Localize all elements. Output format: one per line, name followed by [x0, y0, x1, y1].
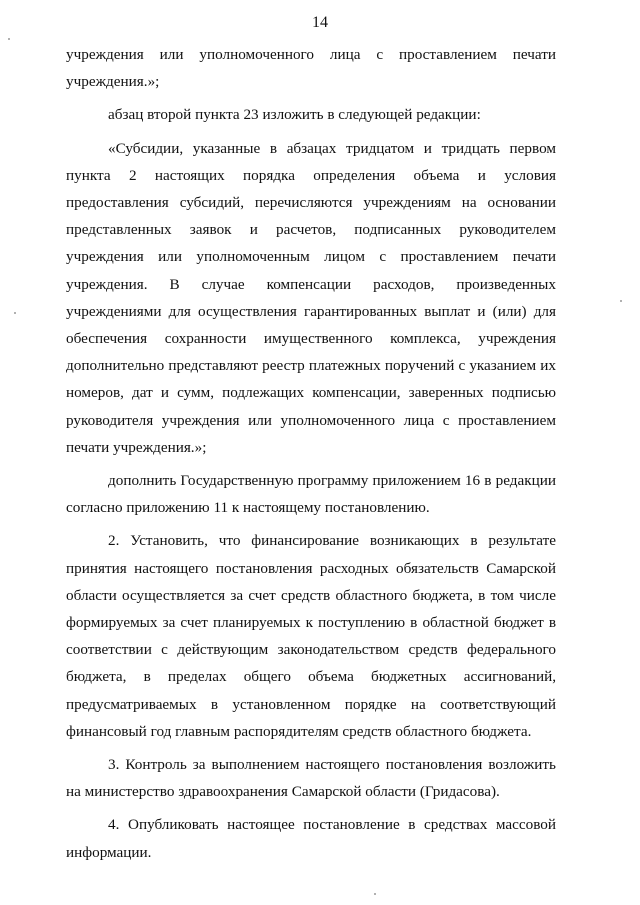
text-line: учреждениями для осуществления гарантированных выплат и (или) для — [66, 302, 556, 320]
text-line: формируемых за счет планируемых к поступлению в областной бюджет в — [66, 614, 556, 632]
text-line: дополнить Государственную программу приложением 16 в редакции — [108, 472, 556, 490]
text-line: финансовый год главным распорядителям средств областного бюджета. — [66, 722, 532, 740]
text-line: области осуществляется за счет средств областного бюджета, в том числе — [66, 586, 556, 604]
text-line: согласно приложению 11 к настоящему постановлению. — [66, 499, 430, 517]
text-line: пункта 2 настоящих порядка определения объема и условия — [66, 166, 556, 184]
text-line: 2. Установить, что финансирование возникающих в результате — [108, 532, 556, 550]
text-line: 4. Опубликовать настоящее постановление в средствах массовой — [108, 816, 556, 834]
text-line: печати учреждения.»; — [66, 438, 207, 456]
text-line: «Субсидии, указанные в абзацах тридцатом и тридцать первом — [108, 139, 556, 157]
text-line: на министерство здравоохранения Самарской области (Гридасова). — [66, 783, 500, 801]
text-line: номеров, дат и сумм, подлежащих компенсации, заверенных подписью — [66, 384, 556, 402]
text-line: соответствии с действующим законодательством средств федерального — [66, 641, 556, 659]
scan-speck — [14, 312, 16, 314]
text-line: информации. — [66, 843, 152, 861]
text-line: обеспечения сохранности имущественного комплекса, учреждения — [66, 330, 556, 348]
text-line: учреждения или уполномоченного лица с проставлением печати — [66, 46, 556, 63]
text-line: дополнительно представляют реестр платежных поручений с указанием их — [66, 357, 556, 375]
text-line: учреждения. В случае компенсации расходов, произведенных — [66, 275, 556, 293]
text-line: абзац второй пункта 23 изложить в следующей редакции: — [108, 106, 481, 124]
page-number: 14 — [312, 14, 328, 31]
text-line: бюджета, в пределах общего объема бюджетных ассигнований, — [66, 668, 556, 686]
scan-speck — [374, 893, 376, 895]
text-line: учреждения.»; — [66, 73, 160, 91]
text-line: 3. Контроль за выполнением настоящего постановления возложить — [108, 756, 556, 774]
text-line: руководителя учреждения или уполномоченного лица с проставлением — [66, 411, 556, 429]
text-line: учреждения или уполномоченным лицом с проставлением печати — [66, 248, 556, 266]
document-body — [66, 41, 556, 866]
scan-speck — [620, 300, 622, 302]
text-line: предоставления субсидий, перечисляются учреждениям на основании — [66, 194, 556, 212]
text-line: предусматриваемых в установленном порядке на соответствующий — [66, 695, 556, 713]
scan-speck — [8, 38, 10, 40]
text-line: представленных заявок и расчетов, подписанных руководителем — [66, 221, 556, 239]
text-line: принятия настоящего постановления расходных обязательств Самарской — [66, 559, 556, 577]
